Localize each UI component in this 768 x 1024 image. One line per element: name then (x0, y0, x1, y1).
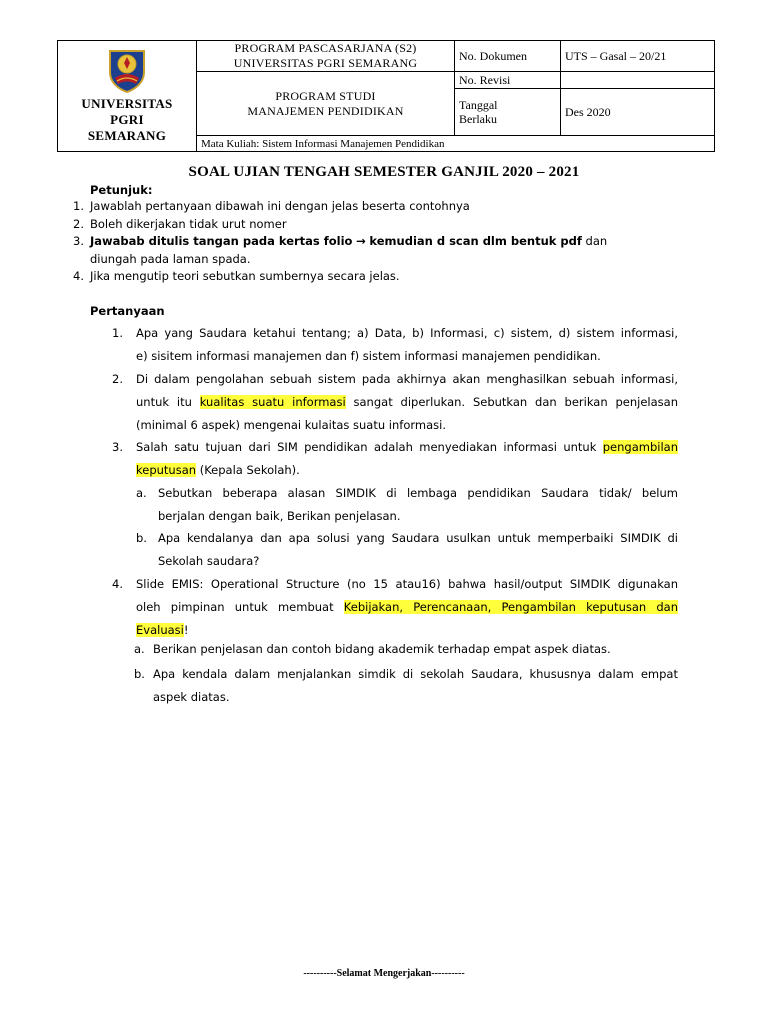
question-text-line: Slide EMIS: Operational Structure (no 15 atau16) bahwa hasil/output SIMDIK digunakan (136, 577, 678, 591)
question-number: 4. (112, 577, 123, 591)
instructions-list (73, 198, 713, 286)
sub-question-text-line: Apa kendalanya dan apa solusi yang Saudara usulkan untuk memperbaiki SIMDIK di (158, 531, 678, 545)
doc-number-value: UTS – Gasal – 20/21 (561, 41, 715, 72)
question-3a (136, 482, 678, 528)
sub-question-text-line: Berikan penjelasan dan contoh bidang akademik terhadap empat aspek diatas. (153, 642, 611, 656)
question-text: Salah satu tujuan dari SIM pendidikan adalah menyediakan informasi untuk (136, 440, 603, 454)
question-4b (134, 663, 678, 709)
study-line-1: PROGRAM STUDI (275, 88, 376, 103)
question-text: untuk itu (136, 395, 200, 409)
sub-question-text-line: Apa kendala dalam menjalankan simdik di sekolah Saudara, khususnya dalam empat (153, 667, 678, 681)
questions-heading: Pertanyaan (90, 304, 165, 318)
highlighted-text: Evaluasi (136, 623, 184, 637)
effective-date-value: Des 2020 (561, 89, 715, 136)
effective-date-label-line-2: Berlaku (459, 112, 497, 126)
instruction-text: Jawablah pertanyaan dibawah ini dengan jelas beserta contohnya (90, 199, 470, 213)
instruction-item (73, 216, 713, 234)
sub-question-text-line: Sebutkan beberapa alasan SIMDIK di lembaga pendidikan Saudara tidak/ belum (158, 486, 678, 500)
instruction-number: 3. (73, 234, 84, 248)
question-text-line (136, 391, 678, 414)
question-2 (112, 368, 678, 437)
doc-number-label: No. Dokumen (455, 41, 561, 72)
question-text-line: (minimal 6 aspek) mengenai kulaitas suatu informasi. (136, 418, 446, 432)
instruction-item (73, 198, 713, 216)
sub-question-letter: b. (136, 531, 147, 545)
question-4a (134, 638, 678, 661)
instruction-item (73, 233, 713, 268)
question-number: 3. (112, 440, 123, 454)
sub-question-letter: a. (134, 642, 145, 656)
university-name-line-2: PGRI (110, 112, 144, 127)
study-line-2: MANAJEMEN PENDIDIKAN (247, 103, 404, 118)
question-3 (112, 436, 678, 482)
question-text-line: e) sisitem informasi manajemen dan f) sistem informasi manajemen pendidikan. (136, 349, 601, 363)
instruction-number: 4. (73, 269, 84, 283)
instruction-text: Jika mengutip teori sebutkan sumbernya secara jelas. (90, 269, 400, 283)
instruction-number: 2. (73, 216, 84, 231)
sub-question-text-line: aspek diatas. (153, 690, 230, 704)
question-text-line (136, 596, 678, 619)
exam-title: SOAL UJIAN TENGAH SEMESTER GANJIL 2020 – 2021 (188, 164, 580, 180)
instructions-heading: Petunjuk: (90, 183, 153, 197)
university-name-line-3: SEMARANG (87, 128, 167, 143)
university-name (62, 96, 192, 144)
program-title-cell (197, 41, 455, 72)
question-text: ! (183, 623, 189, 637)
question-text: oleh pimpinan untuk membuat (136, 600, 344, 614)
sub-question-letter: a. (136, 486, 147, 500)
university-crest-icon (107, 48, 147, 94)
question-4 (112, 573, 678, 642)
question-text-line: Apa yang Saudara ketahui tentang; a) Data, b) Informasi, c) sistem, d) sistem informasi, (136, 326, 678, 340)
question-text-line (136, 459, 678, 482)
instruction-item (73, 268, 713, 286)
sub-question-letter: b. (134, 667, 145, 681)
effective-date-label (455, 89, 561, 136)
question-1 (112, 322, 678, 368)
question-number: 1. (112, 326, 123, 340)
right-arrow-icon: → (356, 234, 366, 248)
effective-date-label-line-1: Tanggal (459, 98, 498, 112)
revision-label: No. Revisi (455, 72, 561, 89)
university-logo-cell (58, 41, 197, 152)
highlighted-text: kualitas suatu informasi (199, 395, 346, 409)
sub-question-text-line: berjalan dengan baik, Berikan penjelasan. (158, 509, 401, 523)
question-text: (Kepala Sekolah). (196, 463, 300, 477)
question-number: 2. (112, 372, 123, 386)
question-text-line (136, 436, 678, 459)
instruction-bold-text: Jawabab ditulis tangan pada kertas folio (90, 234, 353, 248)
instruction-text-line-2: diungah pada laman spada. (90, 251, 251, 266)
highlighted-text: keputusan (136, 463, 197, 477)
highlighted-text: pengambilan (602, 440, 678, 454)
question-text: sangat diperlukan. Sebutkan dan berikan penjelasan (345, 395, 678, 409)
instruction-number: 1. (73, 199, 84, 213)
course-name: Mata Kuliah: Sistem Informasi Manajemen Pendidikan (197, 136, 715, 152)
instruction-text: Boleh dikerjakan tidak urut nomer (90, 216, 287, 231)
document-header-table (57, 40, 715, 152)
program-line-1: PROGRAM PASCASARJANA (S2) (234, 41, 417, 55)
closing-note: ----------Selamat Mengerjakan---------- (303, 968, 465, 979)
sub-question-text-line: Sekolah saudara? (158, 554, 260, 568)
university-name-line-1: UNIVERSITAS (81, 96, 173, 111)
highlighted-text: Kebijakan, Perencanaan, Pengambilan keputusan dan (343, 600, 678, 614)
revision-value (561, 72, 715, 89)
instruction-bold-text-2: kemudian d scan dlm bentuk pdf (369, 234, 582, 248)
program-line-2: UNIVERSITAS PGRI SEMARANG (233, 56, 418, 70)
question-3b (136, 527, 678, 573)
study-program-cell (197, 72, 455, 136)
question-text-line: Di dalam pengolahan sebuah sistem pada akhirnya akan menghasilkan sebuah informasi, (136, 372, 678, 386)
instruction-text: dan (581, 234, 608, 248)
